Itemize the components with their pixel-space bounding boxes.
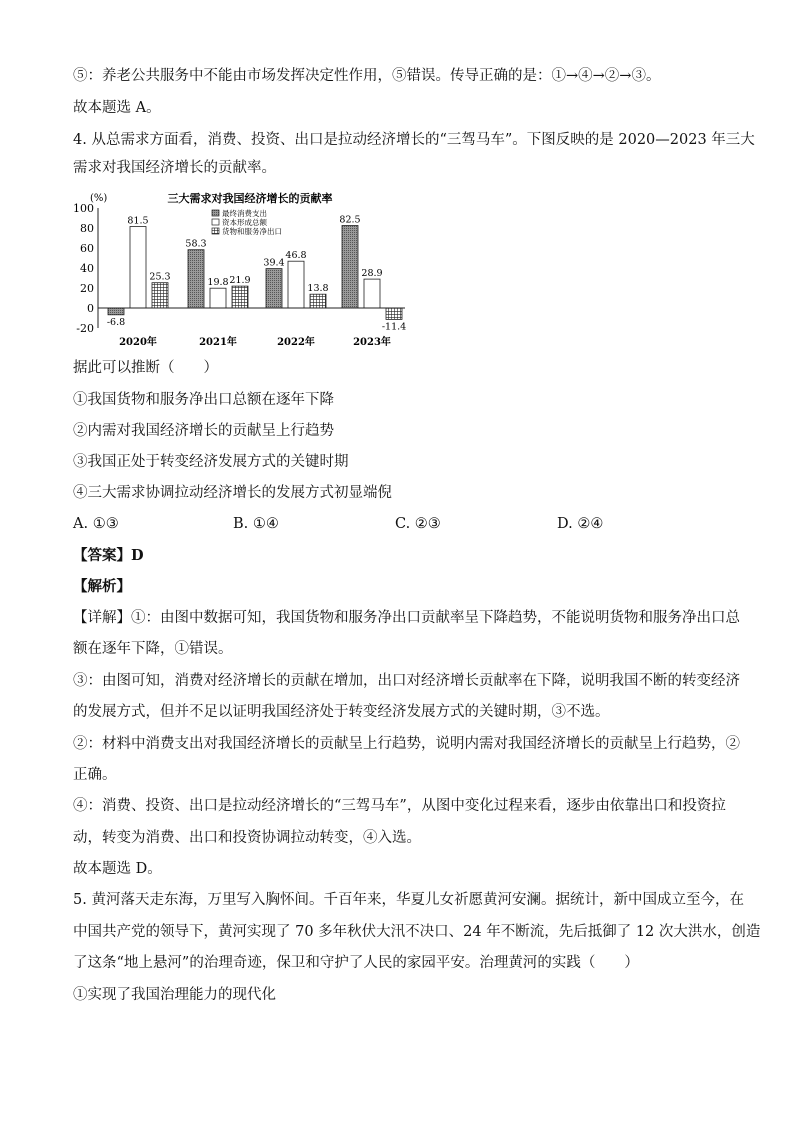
bar-3-0 <box>342 226 358 309</box>
detail-2-line-2: 的发展方式，但并不足以证明我国经济处于转变经济发展方式的关键时期，③不选。 <box>73 704 610 720</box>
statement-3: ③我国正处于转变经济发展方式的关键时期 <box>73 454 349 470</box>
bar-value-label: 82.5 <box>339 214 361 226</box>
bar-1-2 <box>232 286 248 308</box>
detail-4-line-1: ④：消费、投资、出口是拉动经济增长的“三驾马车”，从图中变化过程来看，逐步由依靠出口和投资拉 <box>73 798 726 814</box>
legend-swatch <box>212 219 219 225</box>
detail-4-line-2: 动，转变为消费、出口和投资协调拉动转变，④入选。 <box>73 830 421 846</box>
bar-value-label: 25.3 <box>149 271 171 283</box>
conclusion: 故本题选 D。 <box>73 861 162 877</box>
question-5-line-2: 中国共产党的领导下，黄河实现了 70 多年秋伏大汛不决口、24 年不断流，先后抵御了 12 次大洪水，创造 <box>73 924 761 940</box>
infer-line: 据此可以推断（ ） <box>73 360 218 376</box>
statement-4: ④三大需求协调拉动经济增长的发展方式初显端倪 <box>73 485 392 501</box>
chart-legend <box>212 208 282 236</box>
text-line-1: ⑤：养老公共服务中不能由市场发挥决定性作用，⑤错误。传导正确的是：①→④→②→③。 <box>73 68 661 84</box>
y-tick-label: 20 <box>80 282 94 295</box>
option-a: A. ①③ <box>73 516 119 532</box>
legend-label: 最终消费支出 <box>222 209 267 218</box>
x-tick-label: 2023年 <box>353 337 391 348</box>
y-tick-label: 60 <box>80 242 94 255</box>
question-4-line-2: 需求对我国经济增长的贡献率。 <box>73 160 276 176</box>
y-tick-label: -20 <box>76 322 94 335</box>
y-tick-label: 100 <box>73 202 94 215</box>
bar-value-label: 13.8 <box>307 283 329 295</box>
y-tick-label: 80 <box>80 222 94 235</box>
bar-2-0 <box>266 269 282 308</box>
option-b: B. ①④ <box>233 516 279 532</box>
bar-2-2 <box>310 294 326 308</box>
question-5-line-1: 5. 黄河落天走东海，万里写入胸怀间。千百年来，华夏儿女祈愿黄河安澜。据统计，新中国成立至今，在 <box>73 892 744 908</box>
x-tick-label: 2021年 <box>199 337 237 348</box>
contribution-bar-chart <box>70 188 410 348</box>
legend-label: 货物和服务净出口 <box>222 227 282 236</box>
bar-value-label: -6.8 <box>106 316 126 328</box>
bar-0-1 <box>130 227 146 309</box>
bar-3-2 <box>386 308 402 319</box>
legend-label: 资本形成总额 <box>222 218 267 227</box>
bar-value-label: -11.4 <box>381 321 407 333</box>
detail-1-line-1: 【详解】①：由图中数据可知，我国货物和服务净出口贡献率呈下降趋势，不能说明货物和服务净出口总 <box>73 610 740 626</box>
statement-1: ①我国货物和服务净出口总额在逐年下降 <box>73 392 334 408</box>
y-axis-label: (%) <box>90 193 108 204</box>
bar-1-0 <box>188 250 204 308</box>
bar-0-2 <box>152 283 168 308</box>
bar-value-label: 28.9 <box>361 268 383 280</box>
bar-value-label: 46.8 <box>285 250 307 262</box>
bar-value-label: 39.4 <box>263 257 285 269</box>
detail-3-line-2: 正确。 <box>73 767 117 783</box>
bar-value-label: 21.9 <box>229 275 251 287</box>
y-tick-label: 0 <box>87 302 94 315</box>
x-tick-label: 2022年 <box>277 337 315 348</box>
x-tick-label: 2020年 <box>119 337 157 348</box>
legend-swatch <box>212 210 219 216</box>
chart-title: 三大需求对我国经济增长的贡献率 <box>167 192 333 205</box>
option-c: C. ②③ <box>395 516 441 532</box>
detail-3-line-1: ②：材料中消费支出对我国经济增长的贡献呈上行趋势，说明内需对我国经济增长的贡献呈上行趋势，② <box>73 736 740 752</box>
analysis-label: 【解析】 <box>73 578 131 595</box>
detail-2-line-1: ③：由图可知，消费对经济增长的贡献在增加，出口对经济增长贡献率在下降，说明我国不断的转变经济 <box>73 673 740 689</box>
legend-swatch <box>212 228 219 234</box>
answer-label: 【答案】D <box>73 547 144 564</box>
bar-1-1 <box>210 288 226 308</box>
bar-value-label: 19.8 <box>207 277 229 289</box>
statement-2: ②内需对我国经济增长的贡献呈上行趋势 <box>73 423 334 439</box>
bar-value-label: 58.3 <box>185 238 207 250</box>
option-d: D. ②④ <box>557 516 604 532</box>
y-tick-label: 40 <box>80 262 94 275</box>
question-5-statement-1: ①实现了我国治理能力的现代化 <box>73 987 276 1003</box>
bar-value-label: 81.5 <box>127 215 149 227</box>
bar-3-1 <box>364 279 380 308</box>
detail-1-line-2: 额在逐年下降，①错误。 <box>73 641 233 657</box>
question-4-line-1: 4. 从总需求方面看，消费、投资、出口是拉动经济增长的“三驾马车”。下图反映的是 2020—2023 年三大 <box>73 132 755 148</box>
text-line-2: 故本题选 A。 <box>73 100 161 116</box>
bar-2-1 <box>288 261 304 308</box>
bar-0-0 <box>108 308 124 315</box>
question-5-line-3: 了这条“地上悬河”的治理奇迹，保卫和守护了人民的家园平安。治理黄河的实践（ ） <box>73 955 639 971</box>
